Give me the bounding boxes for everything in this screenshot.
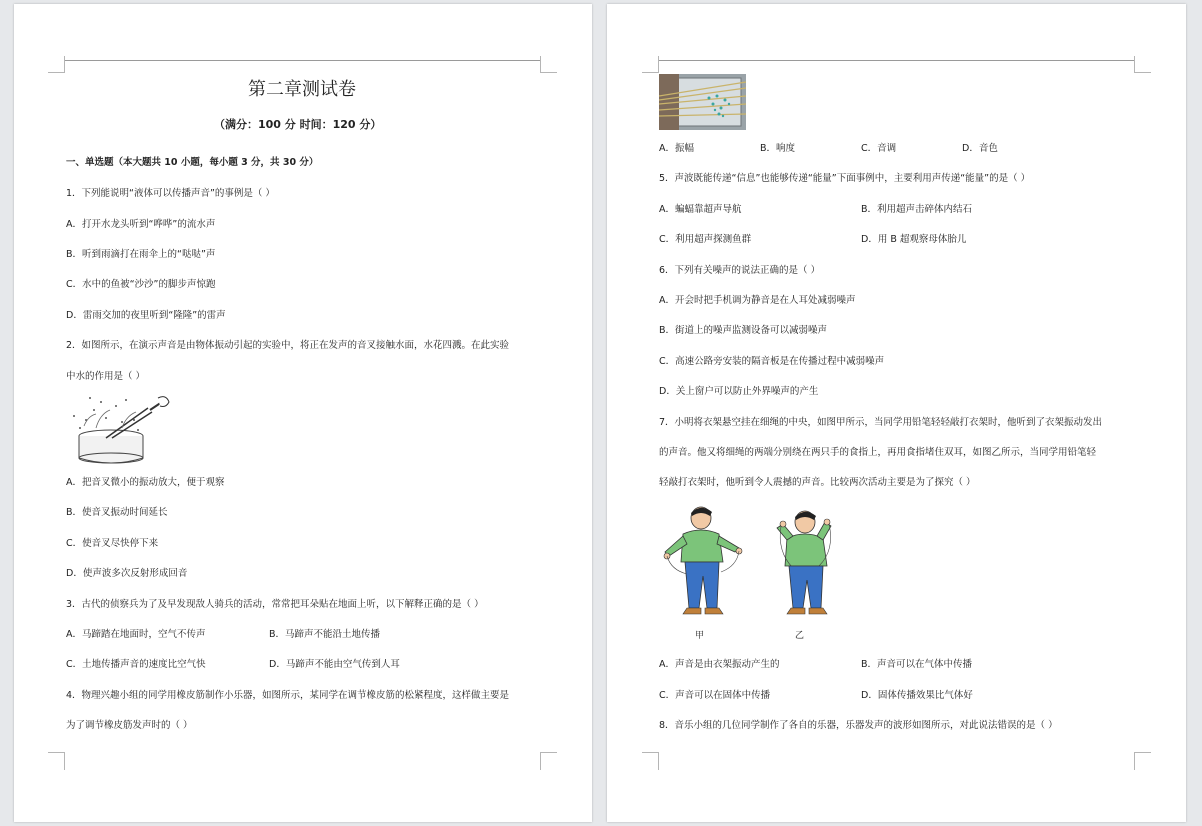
q3-option-c: C．土地传播声音的速度比空气快: [66, 659, 206, 670]
section-heading: 一、单选题（本大题共 10 小题，每小题 3 分，共 30 分）: [66, 157, 319, 168]
question-2-line-2: 中水的作用是（ ）: [66, 371, 146, 382]
q7-option-b: B．声音可以在气体中传播: [861, 659, 973, 670]
figure-label-jia: 甲: [695, 631, 705, 641]
crop-mark: [1134, 752, 1135, 770]
boy-figure-yi: [769, 504, 849, 622]
crop-mark: [540, 72, 557, 73]
crop-mark: [642, 72, 659, 73]
header-rule: [64, 60, 541, 61]
document-page-1: [14, 4, 592, 822]
q1-option-b: B．听到雨滴打在雨伞上的“哒哒”声: [66, 249, 216, 260]
question-7-line-1: 7．小明将衣架悬空挂在细绳的中央，如图甲所示，当同学用铅笔轻轻敲打衣架时，他听到了衣架振动发出: [659, 417, 1103, 428]
boy-figure-jia: [659, 504, 751, 622]
q2-option-d: D．使声波多次反射形成回音: [66, 568, 188, 579]
crop-mark: [48, 752, 65, 753]
header-rule: [658, 60, 1134, 61]
q2-option-b: B．使音叉振动时间延长: [66, 507, 168, 518]
question-7-line-3: 轻敲打衣架时，他听到令人震撼的声音。比较两次活动主要是为了探究（ ）: [659, 477, 976, 488]
crop-mark: [48, 72, 65, 73]
q2-option-c: C．使音叉尽快停下来: [66, 538, 159, 549]
crop-mark: [540, 752, 541, 770]
question-3: 3．古代的侦察兵为了及早发现敌人骑兵的活动，常常把耳朵贴在地面上听，以下解释正确的是（ ）: [66, 599, 484, 610]
q1-option-c: C．水中的鱼被“沙沙”的脚步声惊跑: [66, 279, 216, 290]
document-page-2: [607, 4, 1186, 822]
crop-mark: [540, 56, 541, 72]
crop-mark: [658, 752, 659, 770]
q5-option-b: B．利用超声击碎体内结石: [861, 204, 973, 215]
q6-option-d: D．关上窗户可以防止外界噪声的产生: [659, 386, 819, 397]
q4-option-b: B．响度: [760, 143, 796, 154]
crop-mark: [540, 752, 557, 753]
q5-option-a: A．蝙蝠靠超声导航: [659, 204, 742, 215]
crop-mark: [1134, 72, 1151, 73]
page-subtitle: （满分：100 分 时间：120 分）: [214, 118, 382, 131]
q4-option-c: C．音调: [861, 143, 897, 154]
crop-mark: [64, 56, 65, 72]
question-7-line-2: 的声音。他又将细绳的两端分别绕在两只手的食指上，再用食指堵住双耳，如图乙所示，当同学用铅笔轻: [659, 447, 1097, 458]
q7-option-c: C．声音可以在固体中传播: [659, 690, 771, 701]
figure-label-yi: 乙: [795, 631, 805, 641]
question-5: 5．声波既能传递“信息”也能够传递“能量”下面事例中，主要利用声传递“能量”的是（ ）: [659, 173, 1031, 184]
crop-mark: [658, 56, 659, 72]
question-4-line-2: 为了调节橡皮筋发声时的（ ）: [66, 720, 193, 731]
crop-mark: [1134, 56, 1135, 72]
q5-option-c: C．利用超声探测鱼群: [659, 234, 752, 245]
q1-option-a: A．打开水龙头听到“哗哗”的流水声: [66, 219, 216, 230]
rubber-band-instrument-photo: [659, 74, 746, 130]
q6-option-a: A．开会时把手机调为静音是在人耳处减弱噪声: [659, 295, 856, 306]
question-2-line-1: 2．如图所示，在演示声音是由物体振动引起的实验中，将正在发声的音叉接触水面，水花四溅。在此实验: [66, 340, 510, 351]
crop-mark: [1134, 752, 1151, 753]
q4-option-a: A．振幅: [659, 143, 694, 154]
q7-option-a: A．声音是由衣架振动产生的: [659, 659, 780, 670]
page-title: 第二章测试卷: [248, 79, 356, 100]
question-1: 1．下列能说明“液体可以传播声音”的事例是（ ）: [66, 188, 275, 199]
question-8: 8．音乐小组的几位同学制作了各自的乐器，乐器发声的波形如图所示，对此说法错误的是（ ）: [659, 720, 1058, 731]
q7-option-d: D．固体传播效果比气体好: [861, 690, 973, 701]
question-6: 6．下列有关噪声的说法正确的是（ ）: [659, 265, 821, 276]
q2-option-a: A．把音叉微小的振动放大，便于观察: [66, 477, 225, 488]
crop-mark: [64, 752, 65, 770]
q6-option-b: B．街道上的噪声监测设备可以减弱噪声: [659, 325, 828, 336]
q1-option-d: D．雷雨交加的夜里听到“隆隆”的雷声: [66, 310, 226, 321]
q5-option-d: D．用 B 超观察母体胎儿: [861, 234, 967, 245]
q3-option-a: A．马蹄踏在地面时，空气不传声: [66, 629, 206, 640]
q6-option-c: C．高速公路旁安装的隔音板是在传播过程中减弱噪声: [659, 356, 885, 367]
question-4-line-1: 4．物理兴趣小组的同学用橡皮筋制作小乐器，如图所示，某同学在调节橡皮筋的松紧程度，这样做主要是: [66, 690, 510, 701]
q4-option-d: D．音色: [962, 143, 998, 154]
q3-option-d: D．马蹄声不能由空气传到人耳: [269, 659, 400, 670]
tuning-fork-water-figure: [66, 390, 172, 466]
q3-option-b: B．马蹄声不能沿土地传播: [269, 629, 381, 640]
crop-mark: [642, 752, 659, 753]
